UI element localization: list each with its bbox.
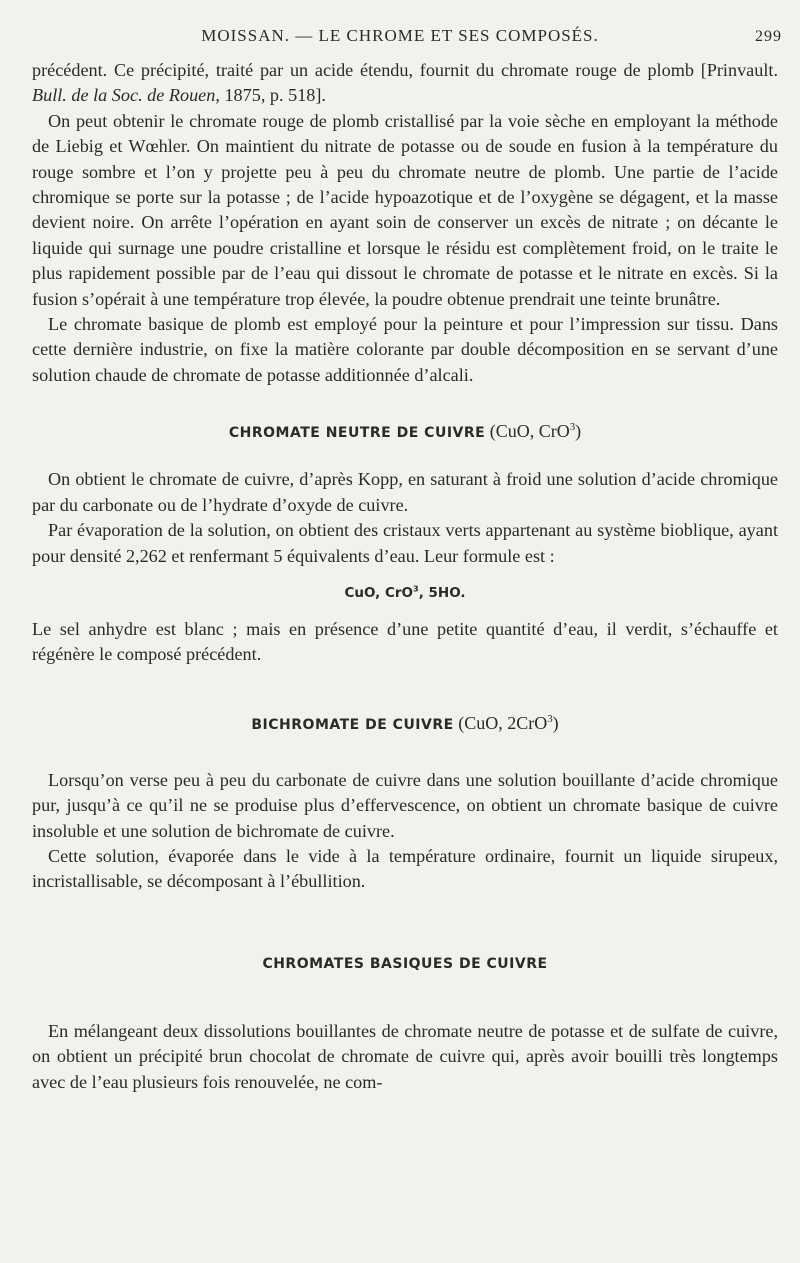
paragraph-crystals: Par évaporation de la solution, on obtient des cristaux verts appartenant au système bioblique, ayant pour densité 2,262 et renfermant 5 équivalents d’eau. Leur formule est : [32, 520, 778, 566]
paragraph-basic-chromates-preparation: En mélangeant deux dissolutions bouillantes de chromate neutre de potasse et de sulfate de cuivre, on obtient un précipité brun chocolat de chromate de cuivre qui, après avoir bouilli très longtemps avec de l’eau plusieurs fois renouvelée, ne com- [32, 1020, 778, 1092]
paragraph-text: précédent. Ce précipité, traité par un acide étendu, fournit du chromate rouge de plomb [Prinvault. [32, 60, 778, 80]
paragraph-text: , 1875, p. 518]. [215, 85, 326, 106]
section-formula: (CuO, 2CrO$^3$) [458, 712, 559, 733]
page-body [32, 58, 778, 1095]
paragraph-bichromate-preparation: Lorsqu’on verse peu à peu du carbonate de cuivre dans une solution bouillante d’acide chromique pur, jusqu’à ce qu’il ne se produise plus d’effervescence, on obtient un chromate basique de cuivre insoluble et une solution de bichromate de cuivre. [32, 769, 778, 841]
paragraph-kopp-preparation: On obtient le chromate de cuivre, d’après Kopp, en saturant à froid une solution d’acide chromique par du carbonate ou de l’hydrate d’oxyde de cuivre. [32, 469, 778, 515]
running-header [0, 26, 800, 50]
running-title: MOISSAN. — LE CHROME ET SES COMPOSÉS. [201, 26, 599, 45]
section-heading-copper-bichromate [32, 710, 778, 738]
section-heading-text: BICHROMATE DE CUIVRE [251, 716, 454, 733]
section-formula: (CuO, CrO$^3$) [489, 421, 582, 442]
paragraph-anhydrous-salt: Le sel anhydre est blanc ; mais en présence d’une petite quantité d’eau, il verdit, s’échauffe et régénère le composé précédent. [32, 618, 778, 665]
paragraph-bichromate-evaporation: Cette solution, évaporée dans le vide à la température ordinaire, fournit un liquide sirupeux, incristallisable, se décomposant à l’ébullition. [32, 845, 778, 892]
centered-formula: CuO, CrO$^3$, 5HO. [344, 583, 466, 601]
section-heading-text: CHROMATE NEUTRE DE CUIVRE [228, 425, 486, 442]
paragraph-basic-lead-chromate-uses: Le chromate basique de plomb est employé pour la peinture et pour l’impression sur tissu. Dans cette dernière industrie, on fixe la matière colorante par double décomposition en se servant d’une solution chaude de chromate de potasse additionnée d’alcali. [32, 314, 778, 385]
page-number: 299 [755, 28, 782, 45]
section-heading-text: CHROMATES BASIQUES DE CUIVRE [262, 955, 548, 972]
paragraph-prinvault-reference [32, 58, 778, 109]
section-heading-basic-copper-chromates [32, 949, 778, 977]
paragraph-dry-method: On peut obtenir le chromate rouge de plomb cristallisé par la voie sèche en employant la méthode de Liebig et Wœhler. On maintient du nitrate de potasse ou de soude en fusion à la température du rouge sombre et l’on y projette peu à peu du chromate neutre de plomb. Une partie de l’acide chromique se porte sur la potasse ; de l’acide hypoazotique et de l’oxygène se dégagent, et la masse devient noire. On arrête l’opération en ayant soin de conserver un excès de nitrate ; on décante le liquide qui surnage une poudre cristalline et lorsque le résidu est complètement froid, on le traite le plus rapidement possible par de l’eau qui dissout le chromate de potasse et le nitrate en excès. Si la fusion s’opérait à une température trop élevée, la poudre obtenue prendrait une teinte brunâtre. [32, 110, 778, 309]
section-heading-neutral-copper-chromate [32, 418, 778, 446]
journal-title: Bull. de la Soc. de Rouen [32, 85, 216, 106]
